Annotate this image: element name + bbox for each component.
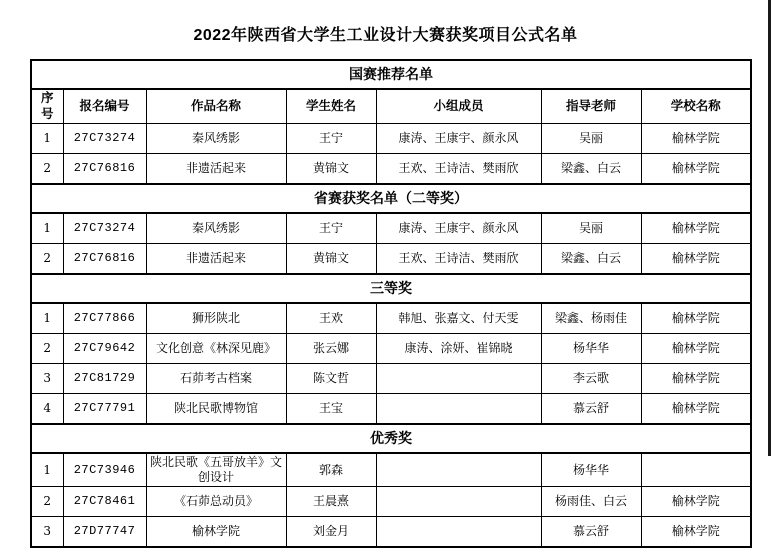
- col-reg-number: 报名编号: [63, 89, 146, 124]
- cell-serial: 1: [31, 213, 63, 244]
- cell-advisor: 杨雨佳、白云: [541, 487, 641, 517]
- cell-student-name: 黄锦文: [286, 154, 376, 185]
- section-header-row: [31, 424, 751, 453]
- table-row: [31, 487, 751, 517]
- cell-reg-number: 27C73274: [63, 213, 146, 244]
- cell-serial: 2: [31, 487, 63, 517]
- cell-student-name: 王欢: [286, 303, 376, 334]
- cell-group-members: 康涛、涂妍、崔锦晓: [376, 334, 541, 364]
- cell-school: 榆林学院: [641, 213, 751, 244]
- cell-serial: 3: [31, 364, 63, 394]
- col-group-members: 小组成员: [376, 89, 541, 124]
- cell-advisor: 李云歌: [541, 364, 641, 394]
- cell-advisor: 梁鑫、白云: [541, 154, 641, 185]
- cell-group-members: [376, 364, 541, 394]
- cell-student-name: 刘金月: [286, 517, 376, 548]
- section-header-row: [31, 60, 751, 89]
- cell-advisor: 慕云舒: [541, 517, 641, 548]
- cell-work-name: 石茆考古档案: [146, 364, 286, 394]
- cell-serial: 3: [31, 517, 63, 548]
- cell-work-name: 文化创意《林深见鹿》: [146, 334, 286, 364]
- cell-group-members: 康涛、王康宇、颜永风: [376, 213, 541, 244]
- awards-table: [30, 59, 752, 548]
- cell-student-name: 郭森: [286, 453, 376, 487]
- cell-serial: 1: [31, 303, 63, 334]
- section-title: 省赛获奖名单（二等奖）: [31, 184, 751, 213]
- page-title: 2022年陕西省大学生工业设计大赛获奖项目公式名单: [193, 27, 578, 44]
- cell-reg-number: 27C73274: [63, 124, 146, 154]
- col-school: 学校名称: [641, 89, 751, 124]
- table-row: [31, 124, 751, 154]
- cell-advisor: 吴丽: [541, 213, 641, 244]
- cell-advisor: 杨华华: [541, 334, 641, 364]
- cell-serial: 2: [31, 154, 63, 185]
- table-row: [31, 154, 751, 185]
- cell-group-members: [376, 487, 541, 517]
- cell-school: 榆林学院: [641, 517, 751, 548]
- cell-reg-number: 27C79642: [63, 334, 146, 364]
- col-serial: 序号: [31, 89, 63, 124]
- col-advisor: 指导老师: [541, 89, 641, 124]
- table-row: [31, 517, 751, 548]
- cell-group-members: [376, 453, 541, 487]
- cell-work-name: 非遗活起来: [146, 244, 286, 275]
- table-row: [31, 244, 751, 275]
- cell-group-members: 康涛、王康宇、颜永风: [376, 124, 541, 154]
- cell-serial: 1: [31, 124, 63, 154]
- cell-reg-number: 27C78461: [63, 487, 146, 517]
- cell-serial: 2: [31, 334, 63, 364]
- cell-group-members: [376, 517, 541, 548]
- cell-school: 榆林学院: [641, 154, 751, 185]
- cell-serial: 4: [31, 394, 63, 425]
- cell-reg-number: 27C73946: [63, 453, 146, 487]
- cell-student-name: 王宝: [286, 394, 376, 425]
- cell-school: 榆林学院: [641, 487, 751, 517]
- cell-student-name: 王宁: [286, 213, 376, 244]
- cell-group-members: 王欢、王诗洁、樊雨欣: [376, 154, 541, 185]
- cell-student-name: 张云娜: [286, 334, 376, 364]
- cell-group-members: 韩旭、张嘉文、付天雯: [376, 303, 541, 334]
- cell-student-name: 陈文哲: [286, 364, 376, 394]
- cell-work-name: 陕北民歌博物馆: [146, 394, 286, 425]
- cell-school: 榆林学院: [641, 303, 751, 334]
- section-header-row: [31, 184, 751, 213]
- cell-reg-number: 27D77747: [63, 517, 146, 548]
- col-work-name: 作品名称: [146, 89, 286, 124]
- cell-reg-number: 27C77791: [63, 394, 146, 425]
- cell-student-name: 王晨熹: [286, 487, 376, 517]
- col-student-name: 学生姓名: [286, 89, 376, 124]
- section-title: 优秀奖: [31, 424, 751, 453]
- column-header-row: [31, 89, 751, 124]
- cell-school: 榆林学院: [641, 364, 751, 394]
- section-title: 三等奖: [31, 274, 751, 303]
- cell-group-members: 王欢、王诗洁、樊雨欣: [376, 244, 541, 275]
- table-row: [31, 394, 751, 425]
- cell-serial: 1: [31, 453, 63, 487]
- cell-advisor: 吴丽: [541, 124, 641, 154]
- table-row: [31, 303, 751, 334]
- cell-advisor: 慕云舒: [541, 394, 641, 425]
- cell-group-members: [376, 394, 541, 425]
- table-row: [31, 364, 751, 394]
- table-row: [31, 334, 751, 364]
- table-row: [31, 453, 751, 487]
- cell-reg-number: 27C81729: [63, 364, 146, 394]
- cell-work-name: 秦风绣影: [146, 124, 286, 154]
- cell-school: [641, 453, 751, 487]
- cell-school: 榆林学院: [641, 334, 751, 364]
- table-row: [31, 213, 751, 244]
- cell-student-name: 王宁: [286, 124, 376, 154]
- cell-advisor: 梁鑫、白云: [541, 244, 641, 275]
- cell-advisor: 梁鑫、杨雨佳: [541, 303, 641, 334]
- cell-school: 榆林学院: [641, 394, 751, 425]
- cell-reg-number: 27C76816: [63, 154, 146, 185]
- cell-advisor: 杨华华: [541, 453, 641, 487]
- cell-work-name: 非遗活起来: [146, 154, 286, 185]
- cell-serial: 2: [31, 244, 63, 275]
- cell-student-name: 黄锦文: [286, 244, 376, 275]
- cell-work-name: 秦风绣影: [146, 213, 286, 244]
- cell-school: 榆林学院: [641, 124, 751, 154]
- cell-reg-number: 27C77866: [63, 303, 146, 334]
- cell-reg-number: 27C76816: [63, 244, 146, 275]
- cell-school: 榆林学院: [641, 244, 751, 275]
- cell-work-name: 陕北民歌《五哥放羊》文创设计: [146, 453, 286, 487]
- cell-work-name: 榆林学院: [146, 517, 286, 548]
- section-title: 国赛推荐名单: [31, 60, 751, 89]
- cell-work-name: 狮形陕北: [146, 303, 286, 334]
- section-header-row: [31, 274, 751, 303]
- cell-work-name: 《石茆总动员》: [146, 487, 286, 517]
